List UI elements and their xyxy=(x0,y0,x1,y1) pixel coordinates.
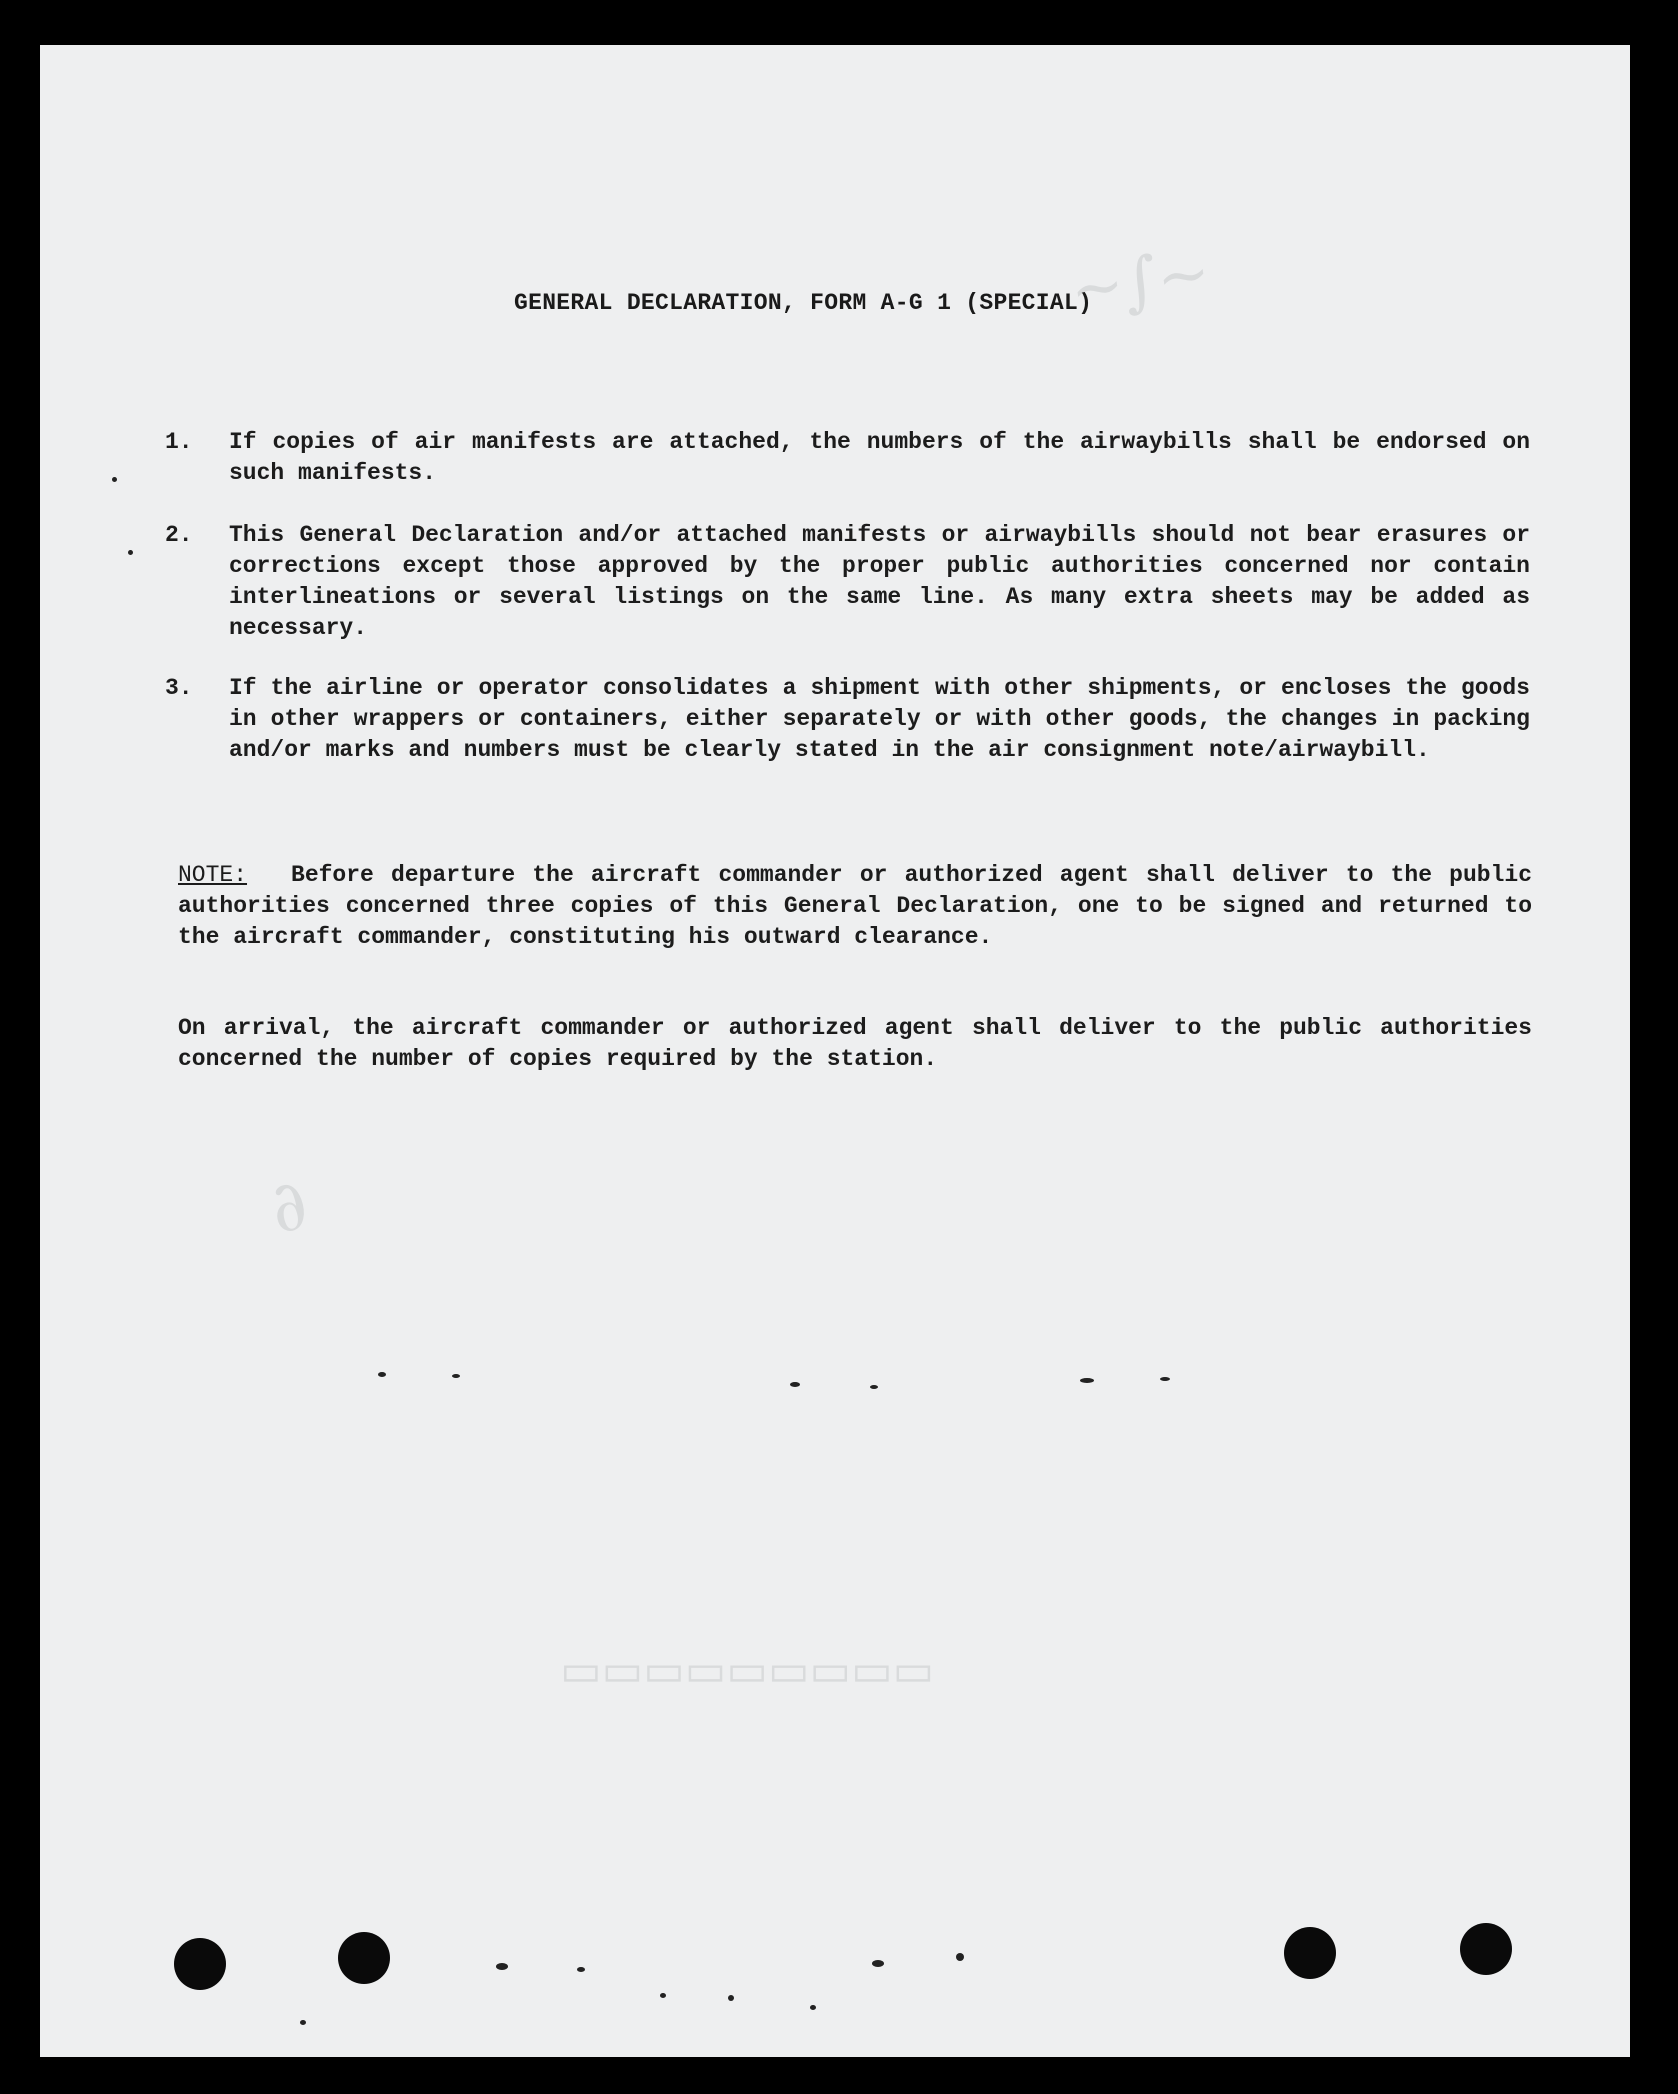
item-text: This General Declaration and/or attached manifests or airwaybills should not bear erasures or corrections except those approved by the proper public authorities concerned nor contain interlineations or several listings on the same line. As many extra sheets may be added as necessary. xyxy=(229,522,1530,641)
note-text: Before departure the aircraft commander or authorized agent shall deliver to the public authorities concerned three copies of this General Declaration, one to be signed and returned to the aircraft commander, constituting his outward clearance. xyxy=(178,862,1532,950)
instruction-item-2 xyxy=(165,520,1530,644)
ink-speck xyxy=(810,2005,816,2010)
ink-speck xyxy=(452,1374,460,1378)
instruction-item-3 xyxy=(165,673,1530,766)
ink-speck xyxy=(378,1372,386,1377)
item-number: 3. xyxy=(165,675,193,701)
item-number: 2. xyxy=(165,522,193,548)
item-number: 1. xyxy=(165,429,193,455)
document-page xyxy=(40,45,1630,2057)
bleed-through-mark: ∂ xyxy=(257,1161,320,1251)
ink-speck xyxy=(660,1993,666,1998)
punch-hole xyxy=(1284,1927,1336,1979)
ink-speck xyxy=(112,477,117,482)
ink-speck xyxy=(577,1967,585,1972)
ink-speck xyxy=(300,2020,306,2025)
item-text: If copies of air manifests are attached, the numbers of the airwaybills shall be endorsed on such manifests. xyxy=(229,429,1530,486)
item-text: If the airline or operator consolidates a shipment with other shipments, or encloses the goods in other wrappers or containers, either separately or with other goods, the changes in packing and/or marks and numbers must be clearly stated in the air consignment note/airwaybill. xyxy=(229,675,1530,763)
ink-speck xyxy=(1080,1378,1094,1383)
punch-hole xyxy=(174,1938,226,1990)
ink-speck xyxy=(956,1953,964,1961)
ink-speck xyxy=(128,550,133,555)
ink-speck xyxy=(728,1995,734,2001)
ink-speck xyxy=(872,1960,884,1967)
ink-speck xyxy=(790,1382,800,1387)
ink-speck xyxy=(870,1385,878,1389)
note-paragraph xyxy=(178,860,1532,953)
bleed-through-mark: ▭▭▭▭▭▭▭▭▭ xyxy=(560,1645,935,1696)
punch-hole xyxy=(338,1932,390,1984)
document-title: GENERAL DECLARATION, FORM A-G 1 (SPECIAL) xyxy=(514,290,1093,316)
ink-speck xyxy=(496,1963,508,1970)
bleed-through-mark: ~∫~ xyxy=(1065,235,1216,329)
arrival-paragraph: On arrival, the aircraft commander or authorized agent shall deliver to the public authorities concerned the number of copies required by the station. xyxy=(178,1015,1532,1072)
punch-hole xyxy=(1460,1923,1512,1975)
instruction-item-1 xyxy=(165,427,1530,489)
ink-speck xyxy=(1160,1377,1170,1381)
note-label: NOTE: xyxy=(178,862,248,888)
